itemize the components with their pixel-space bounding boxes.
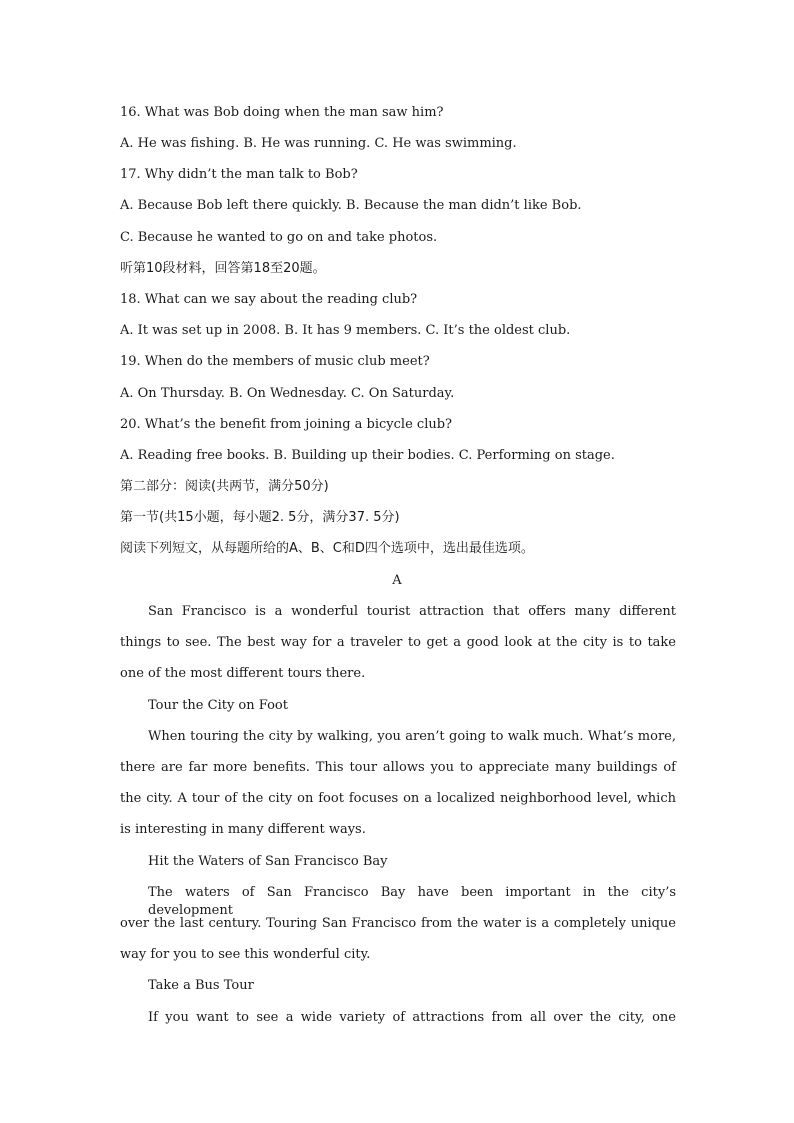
paragraph-2-line-2: there are far more benefits. This tour allows you to appreciate many buildings of	[120, 760, 676, 775]
paragraph-3-line-3: way for you to see this wonderful city.	[120, 947, 371, 962]
heading-waters-bay: Hit the Waters of San Francisco Bay	[148, 854, 388, 869]
question-19-options: A. On Thursday. B. On Wednesday. C. On Saturday.	[120, 386, 455, 401]
paragraph-2-line-1: When touring the city by walking, you aren’t going to walk much. What’s more,	[148, 729, 676, 744]
question-17: 17. Why didn’t the man talk to Bob?	[120, 167, 358, 182]
paragraph-1-line-1: San Francisco is a wonderful tourist attraction that offers many different	[148, 604, 676, 619]
heading-tour-on-foot: Tour the City on Foot	[148, 698, 288, 713]
paragraph-3-line-1: The waters of San Francisco Bay have been important in the city’s development	[148, 885, 676, 918]
question-19: 19. When do the members of music club meet?	[120, 354, 430, 369]
question-16-options: A. He was fishing. B. He was running. C. He was swimming.	[120, 136, 517, 151]
passage-label: A	[392, 573, 402, 588]
question-17-options-c: C. Because he wanted to go on and take photos.	[120, 230, 438, 245]
listening-intro: 听第10段材料，回答第18至20题。	[120, 261, 326, 276]
paragraph-1-line-2: things to see. The best way for a traveler to get a good look at the city is to take	[120, 635, 676, 650]
paragraph-1-line-3: one of the most different tours there.	[120, 666, 366, 681]
part-two-title: 第二部分：阅读(共两节，满分50分)	[120, 479, 329, 494]
paragraph-4-line-1: If you want to see a wide variety of attractions from all over the city, one	[148, 1010, 676, 1025]
question-18: 18. What can we say about the reading club?	[120, 292, 418, 307]
paragraph-3-line-2: over the last century. Touring San Francisco from the water is a completely unique	[120, 916, 676, 931]
paragraph-2-line-3: the city. A tour of the city on foot focuses on a localized neighborhood level, which	[120, 791, 676, 806]
section-one-title: 第一节(共15小题，每小题2. 5分，满分37. 5分)	[120, 510, 400, 525]
reading-instruction: 阅读下列短文，从每题所给的A、B、C和D四个选项中，选出最佳选项。	[120, 541, 534, 556]
paragraph-2-line-4: is interesting in many different ways.	[120, 822, 366, 837]
question-17-options: A. Because Bob left there quickly. B. Because the man didn’t like Bob.	[120, 198, 582, 213]
heading-bus-tour: Take a Bus Tour	[148, 978, 254, 993]
question-18-options: A. It was set up in 2008. B. It has 9 members. C. It’s the oldest club.	[120, 323, 571, 338]
question-20-options: A. Reading free books. B. Building up their bodies. C. Performing on stage.	[120, 448, 615, 463]
question-20: 20. What’s the benefit from joining a bicycle club?	[120, 417, 453, 432]
question-16: 16. What was Bob doing when the man saw him?	[120, 105, 444, 120]
